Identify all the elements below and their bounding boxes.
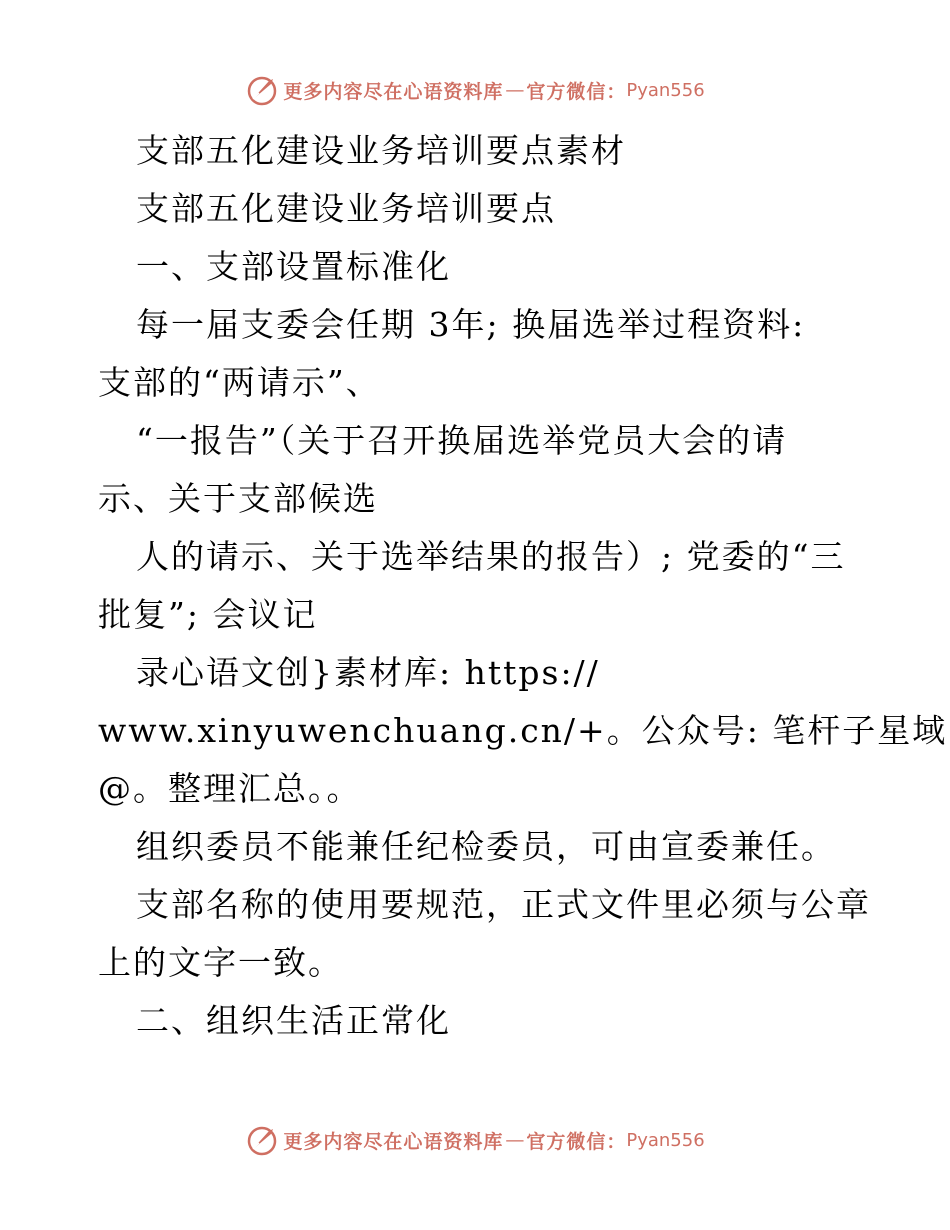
feather-pen-logo-icon bbox=[245, 73, 279, 107]
document-line: 示、关于支部候选 bbox=[98, 479, 378, 518]
document-line: 支部五化建设业务培训要点素材 bbox=[136, 131, 626, 170]
document-line: www.xinyuwenchuang.cn/+。公众号: 笔杆子星域 bbox=[98, 711, 948, 750]
document-line: 支部五化建设业务培训要点 bbox=[136, 189, 556, 228]
banner-title: 更多内容尽在心语资料库 bbox=[283, 1130, 504, 1153]
banner-separator: — bbox=[505, 79, 525, 101]
feather-pen-logo-icon bbox=[245, 1123, 279, 1157]
banner-wechat-id: Pyan556 bbox=[626, 1129, 705, 1151]
banner-wechat-label: 官方微信： bbox=[526, 1130, 627, 1153]
banner-separator: — bbox=[505, 1129, 525, 1151]
document-line: @。整理汇总。。 bbox=[98, 769, 362, 808]
document-line: 批复”; 会议记 bbox=[98, 595, 318, 634]
header-watermark-banner bbox=[0, 70, 950, 110]
document-line: 每一届支委会任期 3年; 换届选举过程资料: bbox=[136, 305, 806, 344]
document-body bbox=[98, 122, 948, 1050]
document-line: 支部名称的使用要规范，正式文件里必须与公章 bbox=[136, 885, 871, 924]
document-line: 支部的“两请示”、 bbox=[98, 363, 381, 402]
document-line: “一报告”（关于召开换届选举党员大会的请 bbox=[136, 421, 788, 460]
document-line: 录心语文创}素材库: https:// bbox=[136, 653, 600, 692]
banner-title: 更多内容尽在心语资料库 bbox=[283, 80, 504, 103]
document-line: 二、组织生活正常化 bbox=[136, 1001, 451, 1040]
document-line: 人的请示、关于选举结果的报告）; 党委的“三 bbox=[136, 537, 846, 576]
banner-wechat-id: Pyan556 bbox=[626, 79, 705, 101]
document-line: 组织委员不能兼任纪检委员，可由宣委兼任。 bbox=[136, 827, 836, 866]
footer-watermark-banner bbox=[0, 1120, 950, 1160]
document-line: 上的文字一致。 bbox=[98, 943, 343, 982]
banner-wechat-label: 官方微信： bbox=[526, 80, 627, 103]
document-line: 一、支部设置标准化 bbox=[136, 247, 451, 286]
